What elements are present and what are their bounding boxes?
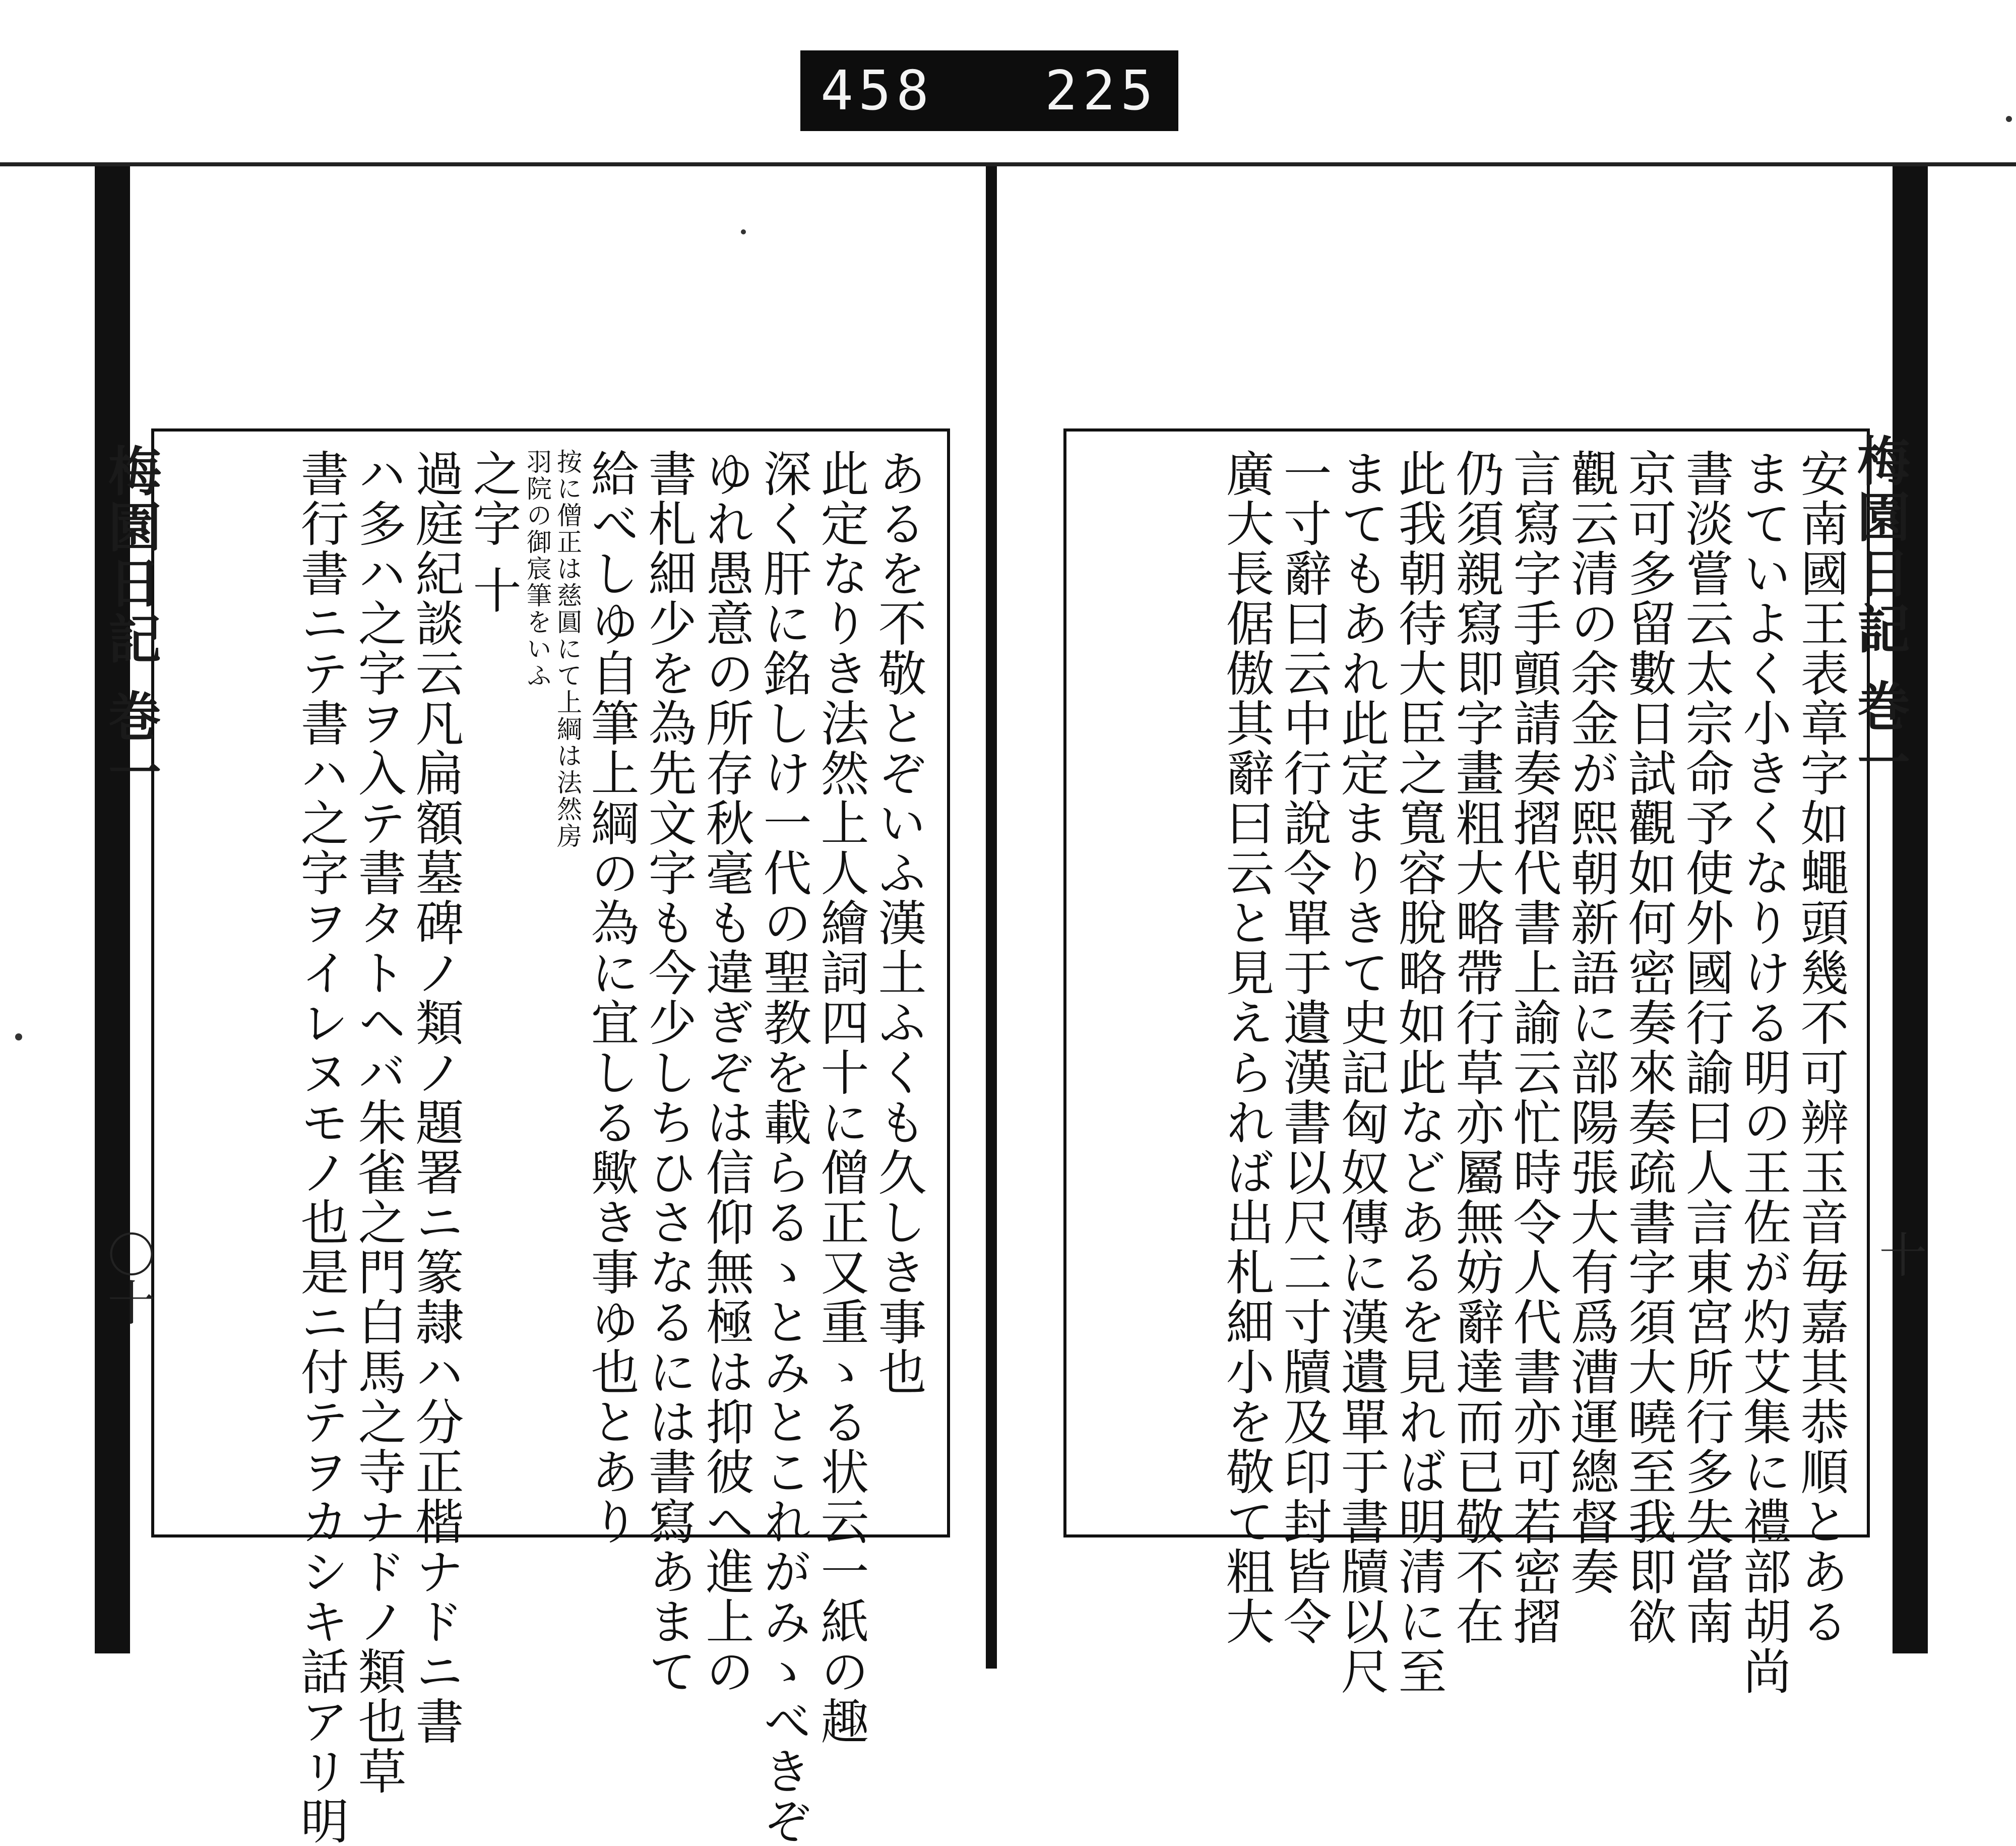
text-column: 廣大長倨傲其辭曰云と見えられば出札細小を敬て粗大 xyxy=(1218,449,1275,1646)
text-column: 仍須親寫即字畫粗大略帶行草亦屬無妨辭達而已敬不在 xyxy=(1448,449,1504,1646)
scan-speck xyxy=(741,229,746,234)
text-column: 此我朝待大臣之寬容脫略如此などあるを見れば明清に至 xyxy=(1391,449,1447,1696)
text-column: 書淡嘗云太宗命予使外國行諭曰人言東宮所行多失當南 xyxy=(1678,449,1734,1646)
text-column: 此定なりき法然上人繪詞四十に僧正又重ゝる状云一紙の趣 xyxy=(813,449,869,1746)
right-body-text xyxy=(1084,449,1850,1696)
left-body-text xyxy=(171,449,927,1846)
section-heading: 之字 十 xyxy=(465,449,522,616)
text-column: 一寸辭曰云中行說令單于遺漢書以尺二寸牘及印封皆令 xyxy=(1276,449,1332,1646)
annotation-column: 羽院の御宸筆をいふ xyxy=(523,449,552,689)
text-column: ハ多ハ之字ヲ入テ書タトヘバ朱雀之門白馬之寺ナドノ類也草 xyxy=(350,449,407,1796)
archive-label xyxy=(800,50,1178,131)
scan-speck xyxy=(2006,116,2012,122)
page-top-edge xyxy=(0,162,2016,166)
left-folio: 〇十 xyxy=(100,1230,155,1326)
text-column: まていよく小きくなりける明の王佐が灼艾集に禮部胡尚 xyxy=(1735,449,1792,1696)
archive-label-right-number: 225 xyxy=(1044,59,1158,122)
book-spine xyxy=(986,166,997,1669)
scan-speck xyxy=(15,1033,22,1040)
archive-label-left-number: 458 xyxy=(821,59,934,122)
text-column: 觀云清の余金が熙朝新語に部陽張大有爲漕運總督奏 xyxy=(1563,449,1619,1596)
text-column: 書札細少を為先文字も今少しちひさなるには書寫あまて xyxy=(641,449,697,1696)
annotation-column: 按に僧正は慈圓にて上綱は法然房 xyxy=(553,449,582,849)
text-column: 書行書ニテ書ハ之字ヲイレヌモノ也是ニ付テヲカシキ話アリ明 xyxy=(293,449,349,1846)
text-column: 安南國王表章字如蠅頭幾不可辨玉音毎嘉其恭順とある xyxy=(1793,449,1849,1646)
right-margin-title: 梅園日記 巻一 xyxy=(1849,434,1911,791)
text-column: まてもあれ此定まりきて史記匈奴傳に漢遺單于書牘以尺 xyxy=(1333,449,1390,1696)
text-column: あるを不敬とぞいふ漢土ふくも久しき事也 xyxy=(870,449,927,1397)
text-column: 京可多留數日試觀如何密奏來奏疏書字須大曉至我即欲 xyxy=(1620,449,1677,1646)
text-column: 深く肝に銘しけ一代の聖教を載らるゝとみとこれがみゝべきぞ xyxy=(755,449,812,1846)
right-folio: 十 xyxy=(1871,1230,1927,1278)
text-column: ゆれ愚意の所存秋毫も違ぎぞは信仰無極は抑彼へ進上の xyxy=(698,449,754,1696)
text-column: 給べしゆ自筆上綱の為に宜しる歟き事ゆ也とあり xyxy=(583,449,640,1547)
text-column: 言寫字手顫請奏摺代書上諭云忙時令人代書亦可若密摺 xyxy=(1505,449,1562,1646)
text-column: 過庭紀談云凡扁額墓碑ノ類ノ題署ニ篆隷ハ分正楷ナドニ書 xyxy=(408,449,464,1746)
left-margin-title: 梅園日記 巻一 xyxy=(100,444,162,801)
